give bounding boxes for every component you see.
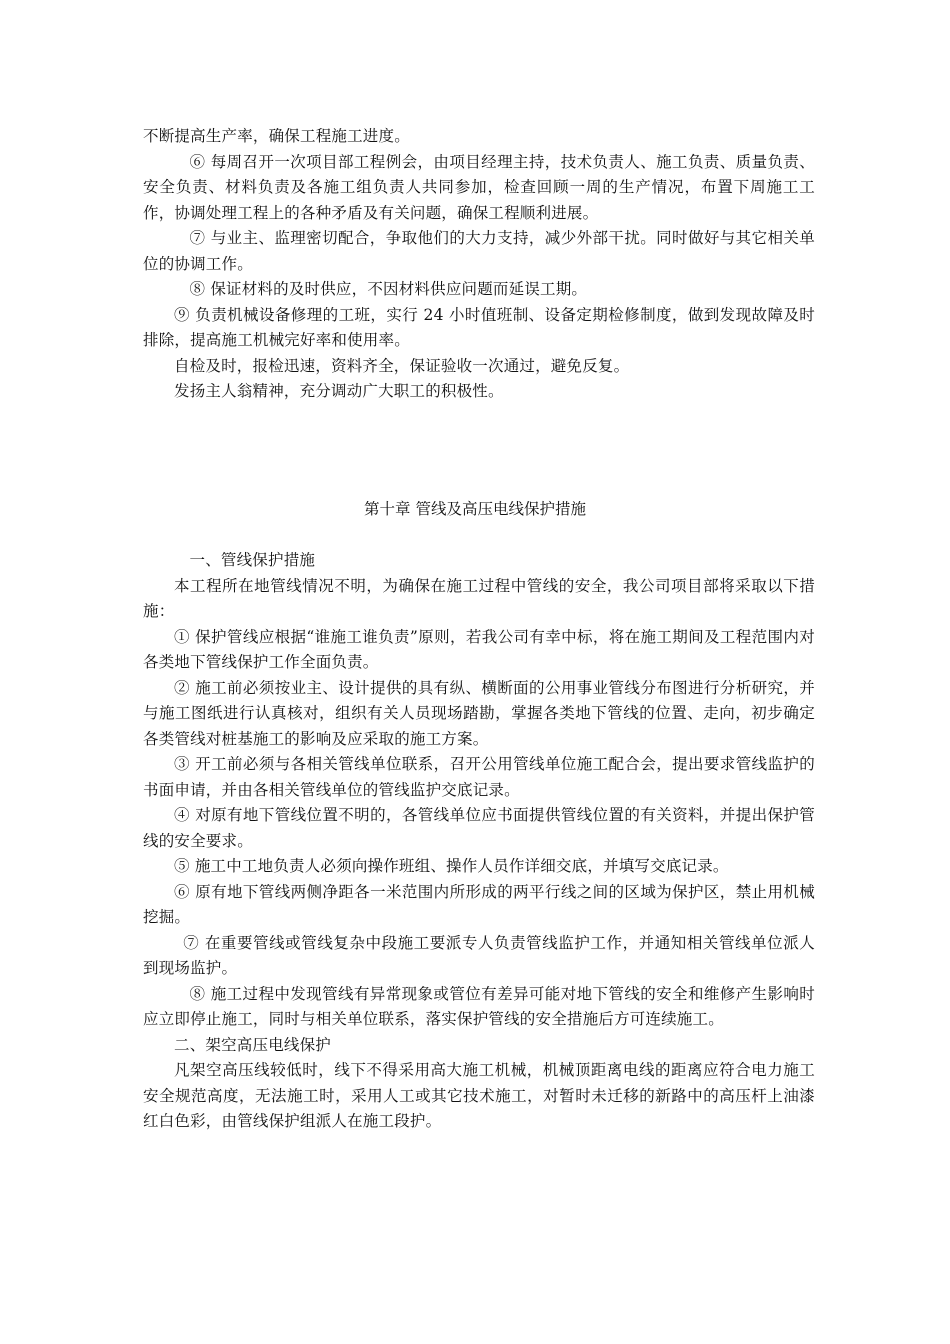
pipeline-item-4: ④ 对原有地下管线位置不明的，各管线单位应书面提供管线位置的有关资料，并提出保护管线的安全要求。 — [143, 806, 815, 850]
pipeline-intro: 本工程所在地管线情况不明，为确保在施工过程中管线的安全，我公司项目部将采取以下措施： — [143, 576, 815, 620]
pipeline-item-1: ① 保护管线应根据“谁施工谁负责”原则，若我公司有幸中标，将在施工期间及工程范围内对各类地下管线保护工作全面负责。 — [143, 627, 815, 671]
overhead-body: 凡架空高压线较低时，线下不得采用高大施工机械，机械顶距离电线的距离应符合电力施工安全规范高度，无法施工时，采用人工或其它技术施工，对暂时未迁移的新路中的高压杆上油漆红白色彩，由管线保护组派人在施工段护。 — [143, 1061, 815, 1130]
pipeline-item-6: ⑥ 原有地下管线两侧净距各一米范围内所形成的两平行线之间的区域为保护区，禁止用机械挖掘。 — [143, 882, 815, 926]
paragraph-ownership-spirit: 发扬主人翁精神，充分调动广大职工的积极性。 — [174, 382, 504, 400]
pipeline-item-3: ③ 开工前必须与各相关管线单位联系，召开公用管线单位施工配合会，提出要求管线监护的书面申请，并由各相关管线单位的管线监护交底记录。 — [143, 755, 815, 799]
paragraph-continuation: 不断提高生产率，确保工程施工进度。 — [143, 127, 410, 145]
paragraph-self-inspection: 自检及时，报检迅速，资料齐全，保证验收一次通过，避免反复。 — [174, 356, 630, 375]
pipeline-item-8: ⑧ 施工过程中发现管线有异常现象或管位有差异可能对地下管线的安全和维修产生影响时应立即停止施工，同时与相关单位联系，落实保护管线的安全措施后方可连续施工。 — [143, 984, 815, 1028]
paragraph-item-6: ⑥ 每周召开一次项目部工程例会，由项目经理主持，技术负责人、施工负责、质量负责、安全负责、材料负责及各施工组负责人共同参加，检查回顾一周的生产情况，布置下周施工工作，协调处理工程上的各种矛盾及有关问题，确保工程顺利进展。 — [143, 152, 815, 222]
section-heading-overhead: 二、架空高压电线保护 — [174, 1035, 332, 1054]
pipeline-item-7: ⑦ 在重要管线或管线复杂中段施工要派专人负责管线监护工作，并通知相关管线单位派人到现场监护。 — [143, 933, 815, 977]
section-pipeline — [143, 548, 815, 1135]
pipeline-item-2: ② 施工前必须按业主、设计提供的具有纵、横断面的公用事业管线分布图进行分析研究，并与施工图纸进行认真核对，组织有关人员现场踏勘，掌握各类地下管线的位置、走向，初步确定各类管线对桩基施工的影响及应采取的施工方案。 — [143, 678, 815, 748]
paragraph-item-7: ⑦ 与业主、监理密切配合，争取他们的大力支持，减少外部干扰。同时做好与其它相关单位的协调工作。 — [143, 229, 815, 273]
pipeline-item-5: ⑤ 施工中工地负责人必须向操作班组、操作人员作详细交底，并填写交底记录。 — [174, 857, 729, 875]
paragraph-item-8: ⑧ 保证材料的及时供应，不因材料供应问题而延误工期。 — [189, 280, 588, 298]
chapter-title: 第十章 管线及高压电线保护措施 — [364, 500, 586, 518]
section-top — [143, 124, 815, 405]
paragraph-item-9: ⑨ 负责机械设备修理的工班，实行 24 小时值班制、设备定期检修制度，做到发现故障及时排除，提高施工机械完好率和使用率。 — [143, 305, 815, 349]
section-heading-pipeline: 一、管线保护措施 — [189, 551, 316, 569]
